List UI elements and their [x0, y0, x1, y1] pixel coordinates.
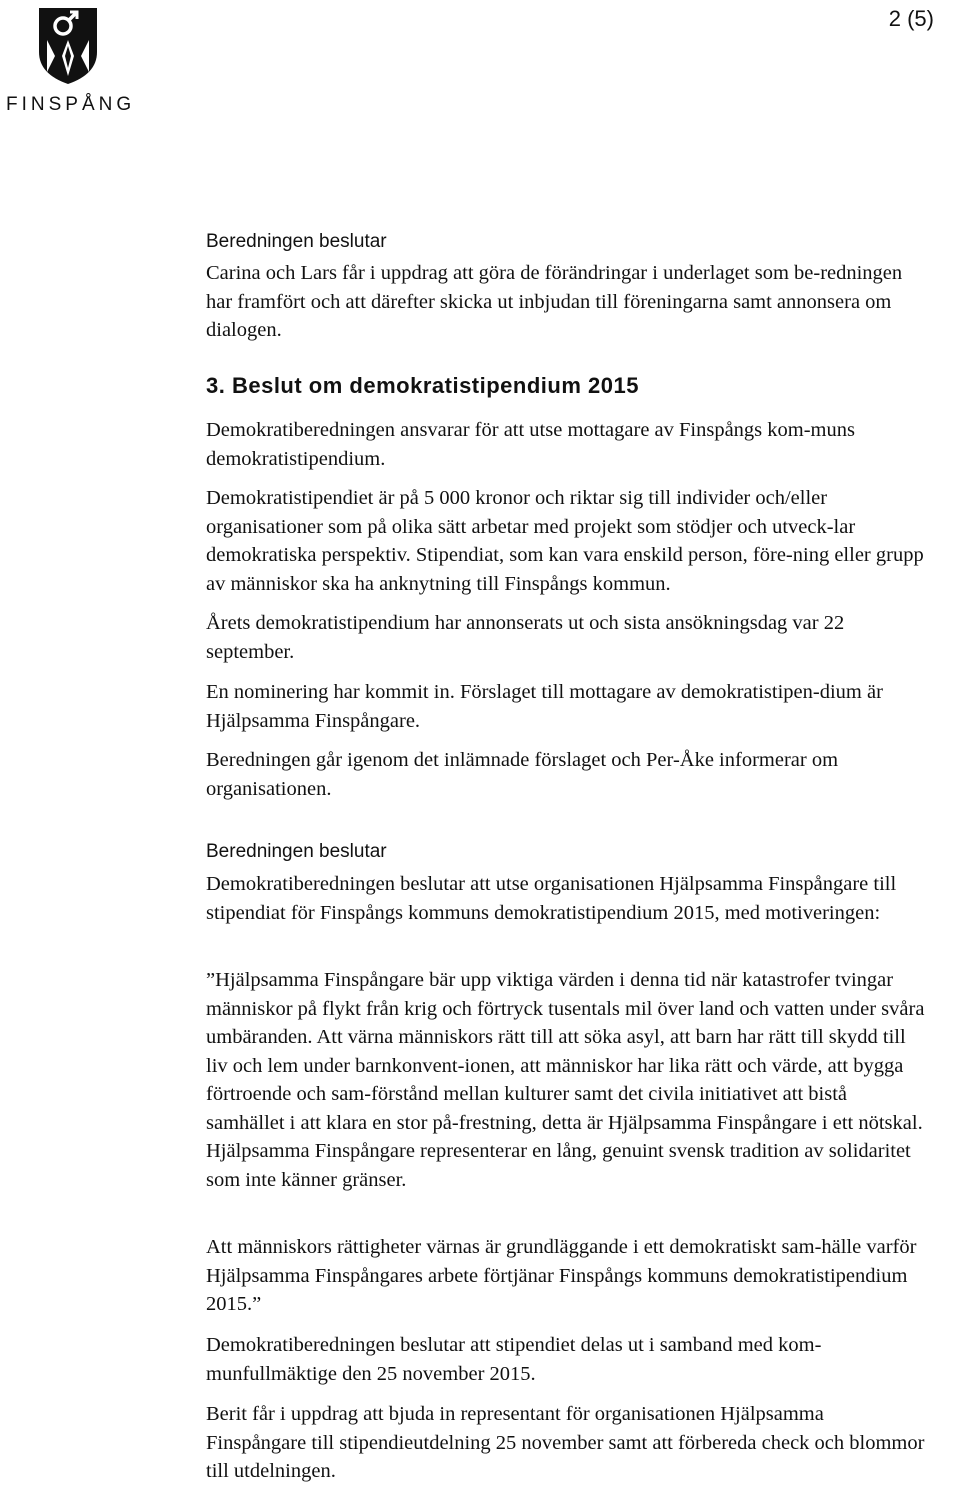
paragraph: Demokratiberedningen beslutar att stipendiet delas ut i samband med kom-munfullmäktige den 25 november 2015. [206, 1334, 822, 1385]
coat-of-arms-icon [37, 6, 99, 86]
paragraph: Berit får i uppdrag att bjuda in representant för organisationen Hjälpsamma Finspångare till stipendieutdelning 25 november samt att förbereda check och blommor till utdelningen. [206, 1403, 925, 1482]
paragraph: Demokratiberedningen ansvarar för att utse mottagare av Finspångs kom-muns demokratistipendium. [206, 419, 855, 470]
paragraph: Demokratiberedningen beslutar att utse organisationen Hjälpsamma Finspångare till stipendiat för Finspångs kommuns demokratistipendium 2015, med motiveringen: [206, 873, 897, 924]
logo-text: FINSPÅNG [6, 94, 136, 115]
paragraph: Att människors rättigheter värnas är grundläggande i ett demokratiskt sam-hälle varför Hjälpsamma Finspångares arbete förtjänar Finspångs kommuns demokratistipendium 2015.” [206, 1236, 917, 1315]
paragraph: Demokratistipendiet är på 5 000 kronor och riktar sig till individer och/eller organisationer som på olika sätt arbetar med projekt som stödjer och utveck-lar demokratiska perspektiv. Stipendiat, som kan vara enskild person, före-ning eller grupp av människor ska ha anknytning till Finspångs kommun. [206, 487, 924, 595]
paragraph: En nominering har kommit in. Förslaget till mottagare av demokratistipen-dium är Hjälpsamma Finspångare. [206, 681, 883, 732]
page-number: 2 (5) [888, 6, 934, 31]
paragraph: Carina och Lars får i uppdrag att göra de förändringar i underlaget som be-redningen har framfört och att därefter skicka ut inbjudan till föreningarna samt annonsera om dialogen. [206, 262, 903, 341]
paragraph: Beredningen går igenom det inlämnade förslaget och Per-Åke informerar om organisationen. [206, 749, 839, 800]
section-heading: Beredningen beslutar [206, 841, 387, 862]
quote-paragraph: ”Hjälpsamma Finspångare bär upp viktiga värden i denna tid när katastrofer tvingar människor på flykt från krig och förtryck tusentals mil över land och vatten under svåra umbäranden. Att värna människors rätt till att söka asyl, att barn har rätt till skydd till liv och lem under barnkonvent-ionen, att människor har lika rätt och värde, att bygga förtroende och sam-förstånd mellan kulturer samt det civila initiativet att bistå samhället i att klara en stor på-frestning, detta är Hjälpsamma Finspångare i ett nötskal. Hjälpsamma Finspångare representerar en lång, genuint svensk tradition av solidaritet som inte känner gränser. [206, 969, 925, 1191]
section-heading: Beredningen beslutar [206, 231, 387, 252]
municipality-logo [6, 6, 136, 116]
paragraph: Årets demokratistipendium har annonserats ut och sista ansökningsdag var 22 september. [206, 612, 845, 663]
agenda-item-heading: 3. Beslut om demokratistipendium 2015 [206, 373, 639, 398]
